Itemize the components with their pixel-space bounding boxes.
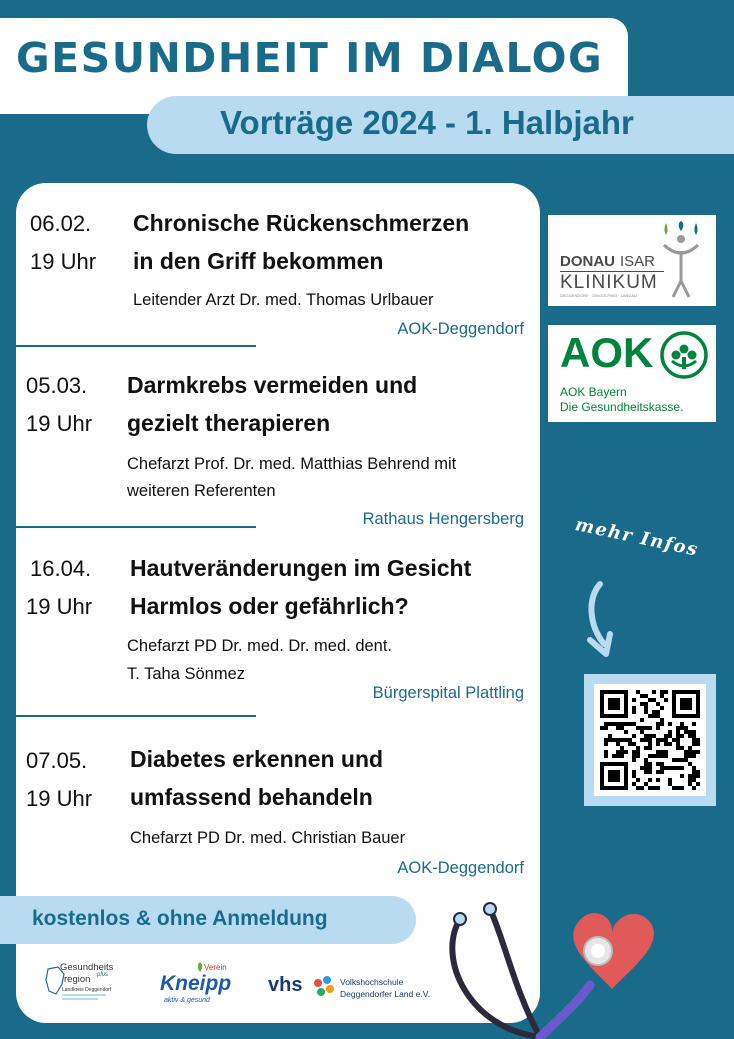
lecture-speaker: Chefarzt PD Dr. med. Christian Bauer xyxy=(130,829,406,847)
lecture-speaker-line1: Chefarzt Prof. Dr. med. Matthias Behrend mit xyxy=(127,455,457,473)
page-subtitle: Vorträge 2024 - 1. Halbjahr xyxy=(220,104,634,141)
qr-code-icon xyxy=(600,690,700,790)
kneipp-name: Kneipp xyxy=(160,972,232,995)
lecture-speaker: Leitender Arzt Dr. med. Thomas Urlbauer xyxy=(133,291,434,309)
aok-line2: Die Gesundheitskasse. xyxy=(560,400,684,414)
lecture-speaker-line2: T. Taha Sönmez xyxy=(127,665,246,683)
free-text: kostenlos & ohne Anmeldung xyxy=(32,907,328,930)
vhs-line1: Volkshochschule xyxy=(340,977,404,987)
donau-isar-klinikum-logo xyxy=(548,215,716,306)
kneipp-tagline: aktiv & gesund xyxy=(164,997,210,1004)
qr-code[interactable] xyxy=(584,674,716,806)
lecture-location: Rathaus Hengersberg xyxy=(362,510,524,528)
lecture-location: AOK-Deggendorf xyxy=(397,859,524,877)
lecture-time: 19 Uhr xyxy=(30,249,97,274)
gesundheitsregion-line3: Landkreis Deggendorf xyxy=(62,987,112,993)
lecture-title-line1: Darmkrebs vermeiden und xyxy=(127,372,418,398)
divider xyxy=(16,526,256,528)
kneipp-logo xyxy=(160,963,240,1006)
donau-text: DONAU xyxy=(560,253,615,270)
divider xyxy=(16,345,256,347)
lecture-date: 16.04. xyxy=(30,556,92,581)
aok-logo xyxy=(548,325,716,422)
lecture-speaker-line1: Chefarzt PD Dr. med. Dr. med. dent. xyxy=(127,637,393,655)
klinikum-text: KLINIKUM xyxy=(560,272,658,293)
lecture-title-line2: in den Griff bekommen xyxy=(133,248,384,274)
lecture-title-line2: umfassend behandeln xyxy=(130,784,373,810)
human-figure-icon xyxy=(656,221,706,299)
lecture-time: 19 Uhr xyxy=(26,786,93,811)
page-title: GESUNDHEIT IM DIALOG xyxy=(16,34,604,82)
lecture-speaker-line2: weiteren Referenten xyxy=(127,482,276,500)
lecture-location: AOK-Deggendorf xyxy=(397,320,524,338)
divider xyxy=(16,715,256,717)
kneipp-verein: Verein xyxy=(204,963,227,972)
lecture-date: 06.02. xyxy=(30,211,92,236)
lecture-date: 07.05. xyxy=(26,748,88,773)
aok-line1: AOK Bayern xyxy=(560,385,627,399)
gesundheitsregion-line1: Gesundheits xyxy=(60,962,114,973)
curved-arrow-icon xyxy=(570,580,630,660)
lecture-title-line1: Chronische Rückenschmerzen xyxy=(133,210,470,236)
isar-text: ISAR xyxy=(620,253,656,270)
gesundheitsregion-plus: plus xyxy=(97,972,109,978)
vhs-line2: Deggendorfer Land e.V. xyxy=(340,989,430,999)
gesundheitsregion-line2: region xyxy=(64,974,91,985)
donau-tagline: DEGGENDORF · DINGOLFING · LANDAU xyxy=(560,293,637,298)
lecture-time: 19 Uhr xyxy=(26,594,93,619)
vhs-dots-icon xyxy=(312,975,336,999)
aok-tree-icon xyxy=(658,329,710,381)
lecture-location: Bürgerspital Plattling xyxy=(372,684,524,702)
stethoscope-heart-icon xyxy=(430,889,670,1039)
lecture-title-line1: Hautveränderungen im Gesicht xyxy=(130,555,472,581)
aok-name: AOK xyxy=(560,329,654,376)
mehr-infos-text: mehr Infos xyxy=(573,514,701,561)
lecture-title-line1: Diabetes erkennen und xyxy=(130,746,384,772)
lecture-title-line2: gezielt therapieren xyxy=(127,410,331,436)
leaf-icon xyxy=(196,962,204,972)
lecture-date: 05.03. xyxy=(26,373,88,398)
lecture-time: 19 Uhr xyxy=(26,411,93,436)
gesundheitsregion-logo xyxy=(44,960,124,1018)
vhs-name: vhs xyxy=(268,974,303,996)
lecture-title-line2: Harmlos oder gefährlich? xyxy=(130,593,409,619)
